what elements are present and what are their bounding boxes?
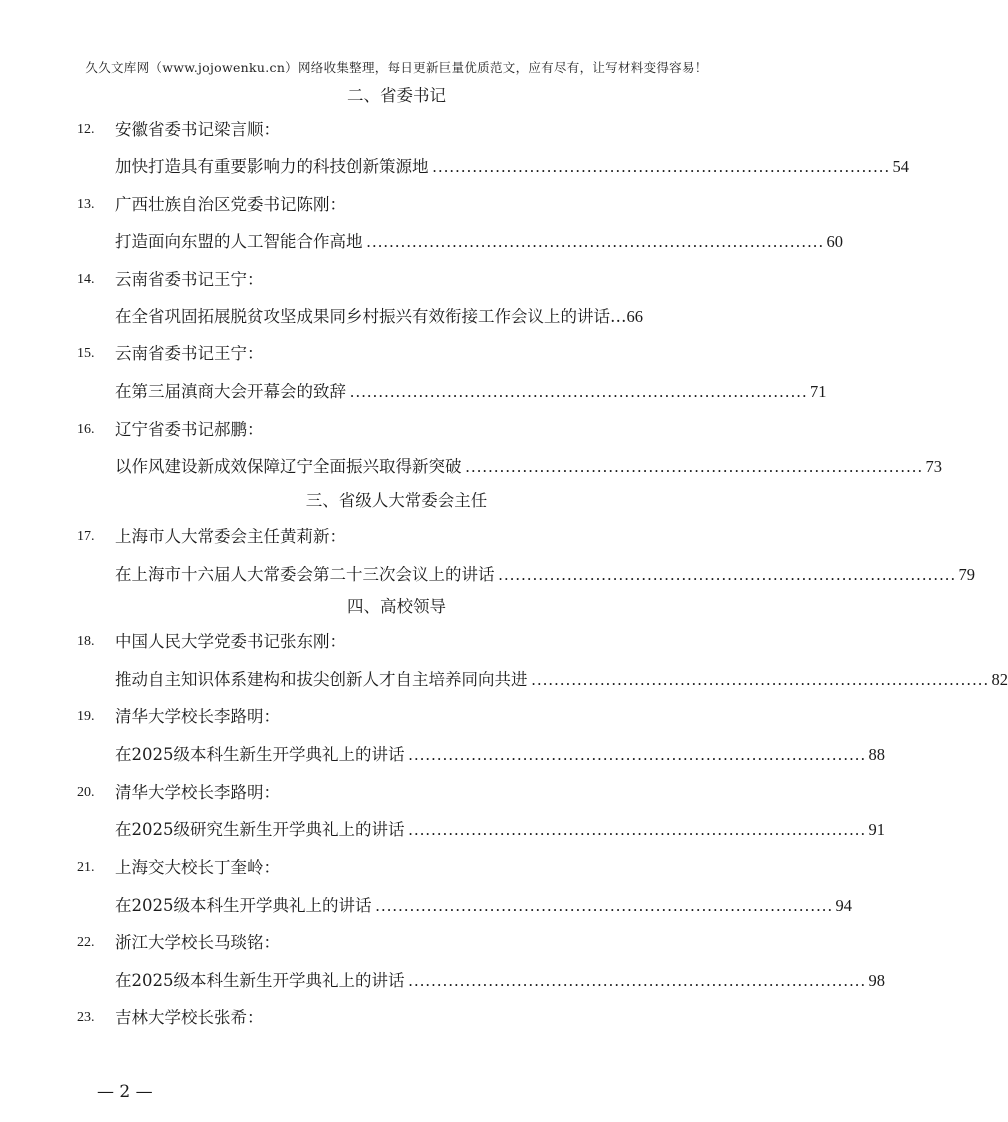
entry-number: 23. xyxy=(77,1010,95,1025)
entry-page-number: 79 xyxy=(958,565,975,584)
toc-entry-line[interactable] xyxy=(115,668,1008,692)
toc-entry-line[interactable] xyxy=(115,305,717,329)
entry-number: 17. xyxy=(77,529,95,544)
entry-page-number: 88 xyxy=(868,745,885,764)
entry-page-number: 66 xyxy=(626,307,643,326)
entry-title: 在2025级本科生开学典礼上的讲话 xyxy=(115,896,372,915)
dot-leader: ................................................................................ xyxy=(375,896,834,915)
page-number-footer: — 2 — xyxy=(97,1082,153,1102)
entry-author: 中国人民大学党委书记张东刚： xyxy=(115,632,346,651)
entry-author: 云南省委书记王宁： xyxy=(115,270,264,289)
dot-leader: ................................................................................ xyxy=(350,382,808,401)
entry-title: 在2025级本科生新生开学典礼上的讲话 xyxy=(115,971,405,990)
entry-title: 在上海市十六届人大常委会第二十三次会议上的讲话 xyxy=(115,565,495,584)
entry-title: 推动自主知识体系建构和拔尖创新人才自主培养同向共进 xyxy=(115,670,528,689)
entry-number: 12. xyxy=(77,122,95,137)
entry-number: 16. xyxy=(77,422,95,437)
entry-page-number: 54 xyxy=(892,157,909,176)
toc-entry-line[interactable] xyxy=(115,380,827,404)
dot-leader: ................................................................................ xyxy=(465,457,924,476)
entry-number: 22. xyxy=(77,935,95,950)
dot-leader: ................................................................................ xyxy=(366,232,825,251)
toc-entry-line[interactable] xyxy=(115,818,885,842)
entry-number: 18. xyxy=(77,634,95,649)
entry-author: 清华大学校长李路明： xyxy=(115,783,280,802)
section-heading-provincial-npc-chairs: 三、省级人大常委会主任 xyxy=(305,491,488,510)
entry-number: 21. xyxy=(77,860,95,875)
entry-page-number: 60 xyxy=(826,232,843,251)
entry-author: 上海市人大常委会主任黄莉新： xyxy=(115,527,346,546)
entry-author: 辽宁省委书记郝鹏： xyxy=(115,420,264,439)
entry-title: 打造面向东盟的人工智能合作高地 xyxy=(115,232,363,251)
entry-number: 14. xyxy=(77,272,95,287)
entry-title: 在2025级本科生新生开学典礼上的讲话 xyxy=(115,745,405,764)
entry-title: 在全省巩固拓展脱贫攻坚成果同乡村振兴有效衔接工作会议上的讲话… xyxy=(115,307,627,326)
toc-entry-line[interactable] xyxy=(115,894,852,918)
section-heading-provincial-secretaries: 二、省委书记 xyxy=(347,86,446,105)
dot-leader: ................................................................................ xyxy=(432,157,891,176)
entry-number: 13. xyxy=(77,197,95,212)
entry-title: 在2025级研究生新生开学典礼上的讲话 xyxy=(115,820,405,839)
toc-entry-line[interactable] xyxy=(115,155,909,179)
dot-leader: ................................................................................ xyxy=(408,820,867,839)
entry-number: 20. xyxy=(77,785,95,800)
entry-number: 15. xyxy=(77,346,95,361)
dot-leader: ................................................................................ xyxy=(531,670,990,689)
entry-page-number: 73 xyxy=(925,457,942,476)
page-header-banner: 久久文库网（www.jojowenku.cn）网络收集整理，每日更新巨量优质范文，应有尽有，让写材料变得容易！ xyxy=(85,60,708,75)
section-heading-university-leaders: 四、高校领导 xyxy=(347,597,446,616)
entry-author: 云南省委书记王宁： xyxy=(115,344,264,363)
entry-page-number: 91 xyxy=(868,820,885,839)
entry-author: 清华大学校长李路明： xyxy=(115,707,280,726)
entry-author: 广西壮族自治区党委书记陈刚： xyxy=(115,195,346,214)
entry-page-number: 98 xyxy=(868,971,885,990)
dot-leader: ................................................................................ xyxy=(408,971,867,990)
entry-author: 上海交大校长丁奎岭： xyxy=(115,858,280,877)
toc-entry-line[interactable] xyxy=(115,230,843,254)
entry-title: 以作风建设新成效保障辽宁全面振兴取得新突破 xyxy=(115,457,462,476)
dot-leader: ................................................................................ xyxy=(498,565,957,584)
entry-title: 在第三届滇商大会开幕会的致辞 xyxy=(115,382,346,401)
toc-entry-line[interactable] xyxy=(115,743,885,767)
entry-author: 浙江大学校长马琰铭： xyxy=(115,933,280,952)
entry-author: 吉林大学校长张希： xyxy=(115,1008,264,1027)
entry-page-number: 82 xyxy=(991,670,1008,689)
entry-title: 加快打造具有重要影响力的科技创新策源地 xyxy=(115,157,429,176)
entry-page-number: 94 xyxy=(835,896,852,915)
toc-entry-line[interactable] xyxy=(115,455,942,479)
entry-author: 安徽省委书记梁言顺： xyxy=(115,120,280,139)
entry-number: 19. xyxy=(77,709,95,724)
dot-leader: ................................................................................ xyxy=(408,745,867,764)
toc-entry-line[interactable] xyxy=(115,969,885,993)
entry-page-number: 71 xyxy=(810,382,827,401)
toc-entry-line[interactable] xyxy=(115,563,975,587)
